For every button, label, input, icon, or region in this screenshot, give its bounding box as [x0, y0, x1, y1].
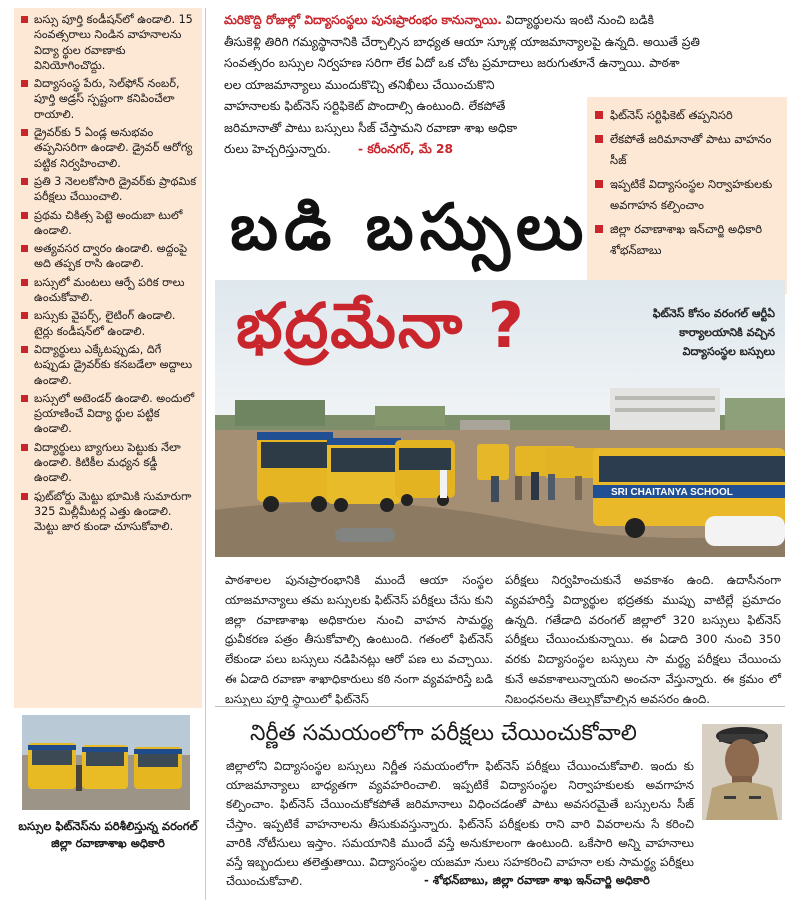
highlight-item	[595, 219, 781, 261]
red-square-bullet-icon	[21, 16, 28, 23]
rule-text: ప్రథమ చికిత్స పెట్టె అందుబా టులో ఉండాలి.	[34, 208, 183, 237]
rule-bullet	[20, 391, 198, 437]
intro-lead: మరికొద్ది రోజుల్లో విద్యాసంస్థలు పునఃప్రారంభం కానున్నాయి.	[224, 13, 502, 27]
rule-text: బస్సులో మంటలు ఆర్పే పరిక రాలు ఉంచుకోవాలి.	[34, 275, 185, 305]
bus-sign-text: SRI CHAITANYA SCHOOL	[611, 487, 733, 498]
rule-text: విద్యాసంస్థ పేరు, సెల్‌ఫోన్ నంబర్, పూర్తి అడ్రస్ స్పష్టంగా కనిపించేలా రాయాలి.	[34, 77, 180, 121]
quote-title: నిర్ణీత సమయంలోగా పరీక్షలు చేయించుకోవాలి	[250, 721, 637, 746]
rule-bullet	[20, 440, 198, 486]
section-divider	[215, 706, 785, 707]
highlight-text: ఫిట్‌నెస్ సర్టిఫికెట్ తప్పనిసరి	[610, 108, 733, 122]
red-square-bullet-icon	[595, 180, 603, 188]
main-photo-caption: ఫిట్‌నెస్ కోసం వరంగల్ ఆర్టీఏ కార్యాలయానికి వచ్చిన విద్యాసంస్థల బస్సులు	[652, 307, 775, 358]
buses-thumbnail-photo	[22, 715, 190, 810]
intro-line4: లల యాజమాన్యాలు ముందుకొచ్చి తనిఖీలు చేయించుకొని	[224, 77, 495, 92]
rule-text: బస్సులో అటెండర్ ఉండాలి. అందులో ప్రయాణించే విద్యా ర్థుల పట్టిక ఉండాలి.	[34, 391, 195, 436]
highlight-item	[595, 174, 781, 216]
quote-body: జిల్లాలోని విద్యాసంస్థల బస్సులు నిర్ణీత సమయంలోగా ఫిట్‌నెస్ పరీక్షలు చేయించుకోవాలి. ఇందు కు యాజమాన్యాలు బాధ్యతగా వ్యవహరించాలి. ఇప్పటికే విద్యాసంస్థల నిర్వాహకులకు అవగాహన కల్పించాం. ఫిట్‌నెస్ చేయించుకోకపోతే జరిమానాలు విధించడంతో పాటు అవసరమైతే బస్సులను సీజ్ చేస్తాం. ఇప్పటికే వాహనాలను తీసుకువస్తున్నారు. ఫిట్‌నెస్ పరీక్షలకు రాని వారి వివరాలను సే కరించి వారికి నోటీసులు ఇస్తాం. సమయానికి ముందే వస్తే అనుకూలంగా ఉంటుంది. ఒకేసారి అన్ని వాహనాలు వస్తే ఇబ్బందులు తలెత్తుతాయి. విద్యాసంస్థల యజమా నులు సహకరించి వాహనా లకు సామర్థ్య పరీక్షలు చేయించుకోవాలి.	[226, 759, 694, 889]
red-square-bullet-icon	[595, 111, 603, 119]
red-square-bullet-icon	[21, 80, 28, 87]
thumbnail-caption: బస్సుల ఫిట్‌నెస్‌ను పరిశీలిస్తున్న వరంగల్ జిల్లా రవాణాశాఖ అధికారి	[18, 819, 198, 850]
rule-text: బస్సు పూర్తి కండీషన్‌లో ఉండాలి. 15 సంవత్సరాలు నిండిన వాహనాలను విద్యా ర్థుల రవాణాకు వినియోగించొద్దు.	[34, 13, 193, 72]
red-square-bullet-icon	[21, 444, 28, 451]
rule-text: విద్యార్థులు ఎక్కేటప్పుడు, దిగే టప్పుడు డ్రైవర్‌కు కనబడేలా అద్దాలు ఉండాలి.	[34, 342, 193, 387]
rule-text: అత్యవసర ద్వారం ఉండాలి. అద్దంపై అది తప్పక రాసి ఉండాలి.	[34, 242, 188, 271]
rules-sidebar	[14, 8, 202, 708]
body-column-1: పాఠశాలల పునఃప్రారంభానికి ముందే ఆయా సంస్థల యాజమాన్యాలు తమ బస్సులకు ఫిట్‌నెస్ పరీక్షలు చేసు కుని జిల్లా రవాణాశాఖ అధికారుల నుంచి వాహన సామర్థ్య ధ్రువీకరణ పత్రం తీసుకోవాల్సి ఉంటుంది. గతంలో ఫిట్‌నెస్ లేకుండా పలు బస్సులు నడిపినట్లు ఆరో పణ లు వచ్చాయి. ఈ ఏడాది రవాణా శాఖాధికారులు కఠి నంగా వ్యవహరిస్తే బడి బస్సులు పూర్తి స్థాయిలో ఫిట్‌నెస్	[225, 573, 493, 706]
rule-bullet	[20, 174, 198, 205]
rule-bullet	[20, 308, 198, 339]
red-square-bullet-icon	[21, 493, 28, 500]
red-square-bullet-icon	[21, 395, 28, 402]
red-square-bullet-icon	[595, 225, 603, 233]
red-square-bullet-icon	[21, 129, 28, 136]
red-square-bullet-icon	[21, 312, 28, 319]
rule-bullet	[20, 12, 198, 73]
red-square-bullet-icon	[21, 212, 28, 219]
body-column-2: పరీక్షలు నిర్వహించుకునే అవకాశం ఉంది. ఉదాసీనంగా వ్యవహరిస్తే విద్యార్థుల భద్రతకు ముప్పు వాటిల్లే ప్రమాదం ఉన్నది. గతేడాది వరంగల్ జిల్లాలో 320 బస్సులు ఫిట్‌నెస్ పరీక్షలు చేయించుకున్నాయి. ఈ ఏడాది 300 నుంచి 350 వరకు విద్యాసంస్థల బస్సులు సా మర్థ్య పరీక్షలు చేయించు కునే అవకాశాలున్నాయని అంచనా వేస్తున్నారు. ఈ క్రమం లో నిబంధనలను తెల్సుకోవాల్సిన అవసరం ఉంది.	[505, 573, 781, 706]
highlights-box	[587, 97, 787, 294]
official-portrait	[702, 724, 782, 820]
rule-bullet	[20, 489, 198, 535]
rule-text: ప్రతి 3 నెలలకోసారి డ్రైవర్‌కు ప్రాథమిక పరీక్షలు చేయించాలి.	[34, 174, 197, 204]
red-square-bullet-icon	[595, 135, 603, 143]
intro-line7: రులు హెచ్చరిస్తున్నారు.	[224, 142, 331, 156]
headline-main: బడి బస్సులు	[230, 191, 590, 265]
intro-line1: విద్యార్థులను ఇంటి నుంచి బడికి	[501, 13, 654, 27]
rule-text: బస్సుకు వైపర్స్, లైటింగ్ ఉండాలి. టైర్లు కండీషన్‌లో ఉండాలి.	[34, 309, 176, 338]
red-square-bullet-icon	[21, 346, 28, 353]
highlight-text: లేకపోతే జరిమానాతో పాటు వాహనం సీజ్	[610, 132, 772, 167]
highlight-item	[595, 129, 781, 171]
intro-line6: జరిమానాతో పాటు బస్సులు సీజ్ చేస్తామని రవాణా శాఖ అధికా	[224, 120, 518, 135]
rule-bullet	[20, 342, 198, 388]
red-square-bullet-icon	[21, 178, 28, 185]
intro-line5: వాహనాలకు ఫిట్‌నెస్ సర్టిఫికెట్ పొందాల్సి ఉంటుంది. లేకపోతే	[224, 99, 506, 113]
rule-text: డ్రైవర్‌కు 5 ఏండ్ల అనుభవం తప్పనిసరిగా ఉండాలి. డ్రైవర్ ఆరోగ్య పట్టిక నిర్వహించాలి.	[34, 126, 193, 170]
intro-line3: సంవత్సరం బస్సుల నిర్వహణ సరిగా లేక ఏదో ఒక చోట ప్రమాదాలు జరుగుతూనే ఉన్నాయి. పాఠశా	[224, 56, 680, 70]
red-square-bullet-icon	[21, 245, 28, 252]
highlight-text: ఇప్పటికే విద్యాసంస్థల నిర్వాహకులకు అవగాహన కల్పించాం	[610, 177, 773, 212]
dateline: - కరీంనగర్, మే 28	[358, 142, 453, 156]
red-square-bullet-icon	[21, 279, 28, 286]
rule-bullet	[20, 275, 198, 306]
highlight-text: జిల్లా రవాణాశాఖ ఇన్‌చార్జి అధికారి శోభన్‌బాబు	[610, 222, 763, 257]
rule-text: విద్యార్థులు బ్యాగులు పెట్టుకు నేలా ఉండాలి. కిటికీల మధ్యన కడ్డీ ఉండాలి.	[34, 440, 181, 485]
headline-question: భద్రమేనా ?	[236, 289, 526, 362]
intro-line2: తీసుకెళ్లి తిరిగి గమ్యస్థానానికి చేర్చాల్సిన బాధ్యత ఆయా స్కూళ్ల యాజమాన్యాలపై ఉన్నది. అయితే ప్రతి	[224, 34, 700, 49]
rule-bullet	[20, 241, 198, 272]
rule-bullet	[20, 208, 198, 239]
rule-text: ఫుట్‌బోర్డు మెట్టు భూమికి సుమారుగా 325 మిల్లీమీటర్ల ఎత్తు ఉండాలి. మెట్టు జార కుండా చూసుకోవాలి.	[34, 489, 192, 534]
highlight-item	[595, 105, 781, 126]
rule-bullet	[20, 76, 198, 122]
column-divider	[205, 8, 206, 900]
rule-bullet	[20, 125, 198, 171]
quote-signature: - శోభన్‌బాబు, జిల్లా రవాణా శాఖ ఇన్‌చార్జి అధికారి	[424, 873, 650, 887]
